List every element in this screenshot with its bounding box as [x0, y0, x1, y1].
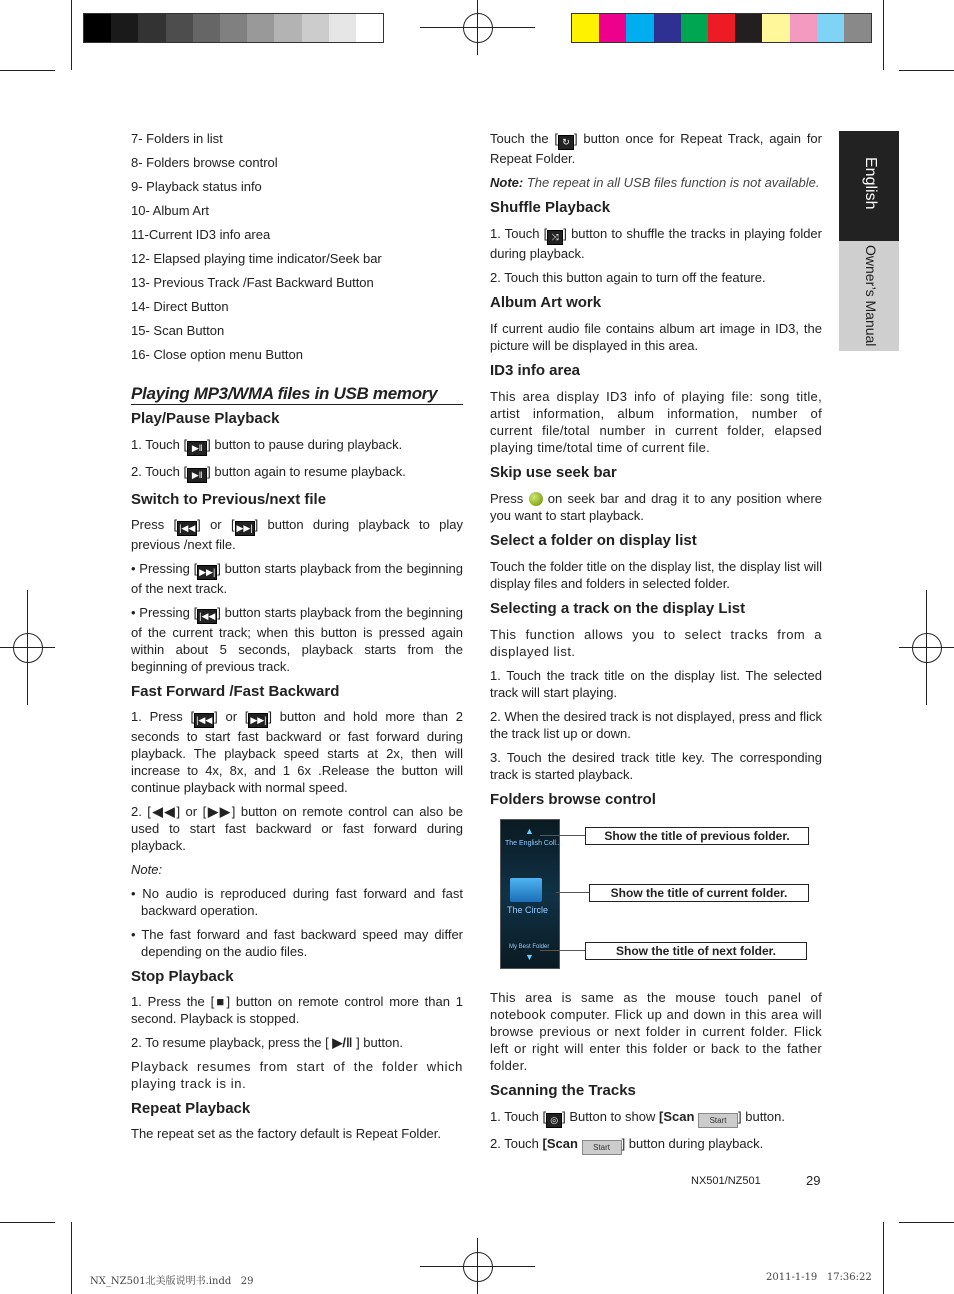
legend-item: 14- Direct Button [131, 299, 229, 314]
arrow-up-icon: ▲ [525, 826, 534, 836]
play-pause-step-1: 1. Touch [ ▶‖ ] button to pause during playback. [131, 436, 463, 456]
swatch [166, 14, 193, 42]
current-folder-label: The Circle [507, 905, 549, 915]
legend-item: 8- Folders browse control [131, 155, 278, 170]
shuffle-heading: Shuffle Playback [490, 199, 611, 216]
swatch [572, 14, 599, 42]
scan-icon: ◎ [546, 1113, 562, 1128]
next-track-icon: ▶▶| [235, 521, 255, 536]
model-number: NX501/NZ501 [691, 1175, 761, 1187]
note-1: • No audio is reproduced during fast forward and fast backward operation. [131, 886, 463, 918]
repeat-icon: ↻ [558, 135, 574, 150]
track-para-3: 3. Touch the desired track title key. The corresponding track is started playback. [490, 750, 822, 782]
track-para-2: 2. When the desired track is not displayed, press and flick the track list up or down. [490, 709, 822, 741]
swatch [274, 14, 301, 42]
swatch [138, 14, 165, 42]
swatch [817, 14, 844, 42]
id3-para: This area display ID3 info of playing file: song title, artist information, album information, number of current file/total number in current folder, elapsed playing time/total time of current file. [490, 389, 822, 455]
seek-para: Press on seek bar and drag it to any position where you want to start playback. [490, 491, 823, 523]
repeat-para-1: The repeat set as the factory default is Repeat Folder. [131, 1126, 442, 1141]
legend-item: 7- Folders in list [131, 131, 223, 146]
legend-item: 12- Elapsed playing time indicator/Seek bar [131, 251, 382, 266]
stop-icon: ■ [214, 994, 227, 1009]
repeat-heading: Repeat Playback [131, 1100, 251, 1117]
legend-item: 9- Playback status info [131, 179, 262, 194]
swatch [735, 14, 762, 42]
callout-next-folder: Show the title of next folder. [585, 942, 807, 960]
section-title: Playing MP3/WMA files in USB memory [131, 385, 463, 405]
page-number: 29 [806, 1173, 821, 1188]
ff-para-2: 2. [◀◀] or [▶▶] button on remote control can also be used to start fast backward or fast forward during playback. [131, 804, 463, 853]
stop-para-2: 2. To resume playback, press the [ ▶/‖ ] button. [131, 1035, 404, 1050]
play-pause-icon: ▶/‖ [332, 1035, 353, 1050]
shuffle-icon: ⤨ [547, 230, 563, 245]
next-track-icon: ▶▶| [197, 565, 217, 580]
callout-current-folder: Show the title of current folder. [589, 884, 809, 902]
previous-folder-label: The English Coll... [505, 840, 562, 847]
tab-english-label: English [862, 157, 879, 210]
browse-heading: Folders browse control [490, 791, 656, 808]
legend-item: 13- Previous Track /Fast Backward Button [131, 275, 374, 290]
gray-calibration-bar [83, 13, 384, 43]
folder-browse-screenshot [500, 819, 560, 969]
legend-item: 16- Close option menu Button [131, 347, 303, 362]
swatch [247, 14, 274, 42]
start-button-image: Start [582, 1140, 622, 1155]
swatch [84, 14, 111, 42]
swatch [329, 14, 356, 42]
timestamp: 2011-1-19 17:36:22 [766, 1272, 872, 1283]
legend-list [131, 130, 463, 363]
rewind-icon: ◀◀ [150, 804, 177, 819]
color-calibration-bar [571, 13, 872, 43]
folder-para: Touch the folder title on the display list, the display list will display files and folders in selected folder. [490, 559, 822, 591]
switch-para-1: Press [ |◀◀ ] or [ ▶▶| ] button during playback to play previous /next file. [131, 517, 463, 552]
stop-para-3: Playback resumes from start of the folder which playing track is in. [131, 1059, 463, 1091]
fast-forward-heading: Fast Forward /Fast Backward [131, 683, 340, 700]
swatch [708, 14, 735, 42]
start-button-image: Start [698, 1113, 738, 1128]
swatch [681, 14, 708, 42]
play-pause-icon: ▶‖ [187, 441, 207, 456]
manual-tab [839, 241, 899, 351]
stop-para-1: 1. Press the [■] button on remote control more than 1 second. Playback is stopped. [131, 994, 463, 1026]
browse-para: This area is same as the mouse touch panel of notebook computer. Flick up and down in this area will browse previous or next folder in current folder. Flick left or right will enter this folder or back to the father folder. [490, 990, 822, 1073]
swatch [356, 14, 383, 42]
track-para-1: 1. Touch the track title on the display list. The selected track will start playing. [490, 668, 822, 700]
swatch [844, 14, 871, 42]
legend-item: 11-Current ID3 info area [131, 227, 271, 242]
callout-previous-folder: Show the title of previous folder. [585, 827, 809, 845]
folder-icon [510, 878, 542, 902]
next-folder-label: My Best Folder [509, 944, 550, 950]
shuffle-para-2: 2. Touch this button again to turn off the feature. [490, 270, 766, 285]
file-slug: NX_NZ501北美版说明书.indd 29 [90, 1276, 254, 1287]
next-track-icon: ▶▶| [248, 713, 268, 728]
seek-knob-icon [529, 492, 543, 506]
repeat-para-2: Touch the [ ↻ ] button once for Repeat Track, again for Repeat Folder. [490, 131, 822, 166]
repeat-note: Note: The repeat in all USB files function is not available. [490, 175, 820, 190]
fast-forward-icon: ▶▶ [206, 804, 232, 819]
swatch [654, 14, 681, 42]
legend-item: 10- Album Art [131, 203, 210, 218]
right-column-lower [490, 989, 822, 1155]
play-pause-icon: ▶‖ [187, 468, 207, 483]
note-label: Note: [131, 862, 163, 877]
swatch [220, 14, 247, 42]
legend-item: 15- Scan Button [131, 323, 225, 338]
album-para: If current audio file contains album art image in ID3, the picture will be displayed in this area. [490, 321, 822, 353]
album-heading: Album Art work [490, 294, 602, 311]
right-column [490, 130, 822, 808]
swatch [599, 14, 626, 42]
scan-heading: Scanning the Tracks [490, 1082, 636, 1099]
previous-track-icon: |◀◀ [177, 521, 197, 536]
play-pause-heading: Play/Pause Playback [131, 410, 280, 427]
arrow-down-icon: ▼ [525, 952, 534, 962]
stop-heading: Stop Playback [131, 968, 234, 985]
swatch [626, 14, 653, 42]
seek-heading: Skip use seek bar [490, 464, 617, 481]
swatch [762, 14, 789, 42]
ff-para-1: 1. Press [ |◀◀ ] or [ ▶▶| ] button and hold more than 2 seconds to start fast backward or fast forward during playback. The playback speed starts at 2x, then will increase to 4x, 8x, and 1 6x .Release the button will continue playback with normal speed. [131, 709, 463, 795]
shuffle-para-1: 1. Touch [ ⤨ ] button to shuffle the tracks in playing folder during playback. [490, 226, 822, 261]
swatch [193, 14, 220, 42]
scan-para-2: 2. Touch [Scan Start ] button during playback. [490, 1135, 822, 1155]
scan-para-1: 1. Touch [ ◎ ] Button to show [Scan Start ] button. [490, 1108, 822, 1128]
language-tab-english [839, 131, 899, 241]
switch-heading: Switch to Previous/next file [131, 491, 327, 508]
swatch [302, 14, 329, 42]
switch-para-3: • Pressing [ |◀◀ ] button starts playback from the beginning of the current track; when this button is pressed again within about 5 seconds, playback starts from the beginning of previous track. [131, 605, 463, 674]
id3-heading: ID3 info area [490, 362, 581, 379]
swatch [790, 14, 817, 42]
play-pause-step-2: 2. Touch [ ▶‖ ] button again to resume playback. [131, 463, 463, 483]
note-2: • The fast forward and fast backward speed may differ depending on the audio files. [131, 927, 463, 959]
tab-manual-label: Owner’s Manual [863, 245, 879, 347]
track-heading: Selecting a track on the display List [490, 600, 746, 617]
track-para-0: This function allows you to select tracks from a displayed list. [490, 627, 822, 659]
left-column [131, 130, 463, 1142]
switch-para-2: • Pressing [ ▶▶| ] button starts playback from the beginning of the next track. [131, 561, 463, 596]
swatch [111, 14, 138, 42]
previous-track-icon: |◀◀ [194, 713, 214, 728]
folder-heading: Select a folder on display list [490, 532, 697, 549]
previous-track-icon: |◀◀ [197, 609, 217, 624]
